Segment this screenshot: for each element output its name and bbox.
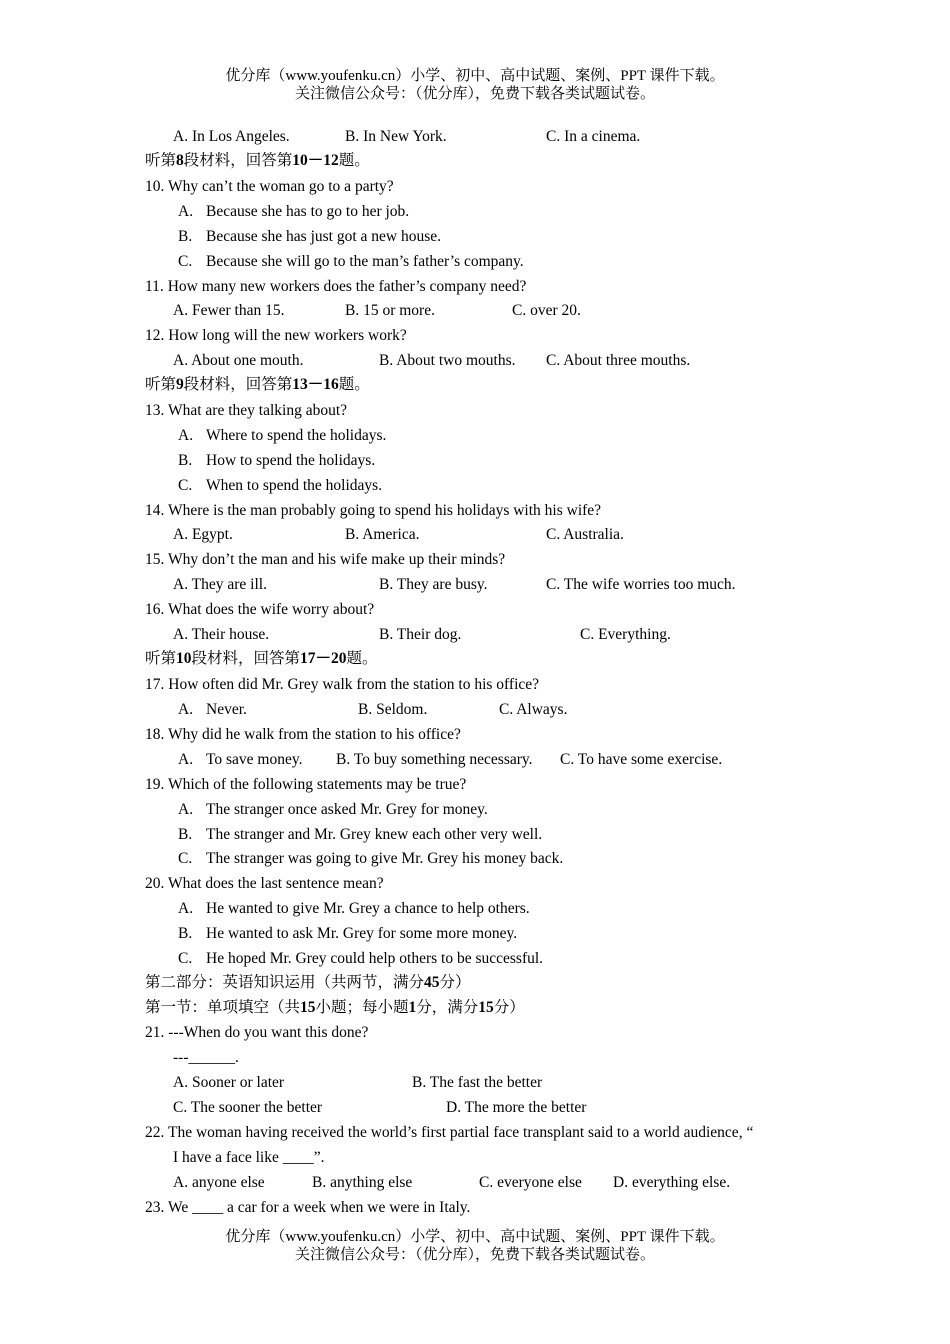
section-heading-8: 听第8段材料，回答第10－12题。	[145, 152, 370, 169]
question-13: 13. What are they talking about?	[145, 402, 348, 419]
header-line-1: 优分库（www.youfenku.cn）小学、初中、高中试题、案例、PPT 课件下载。	[225, 68, 725, 84]
q11-option-b: B. 15 or more.	[345, 302, 435, 319]
q21-option-b: B. The fast the better	[412, 1074, 543, 1091]
footer-line-1: 优分库（www.youfenku.cn）小学、初中、高中试题、案例、PPT 课件下载。	[225, 1229, 725, 1245]
question-20: 20. What does the last sentence mean?	[145, 875, 384, 892]
q12-option-b: B. About two mouths.	[379, 352, 516, 369]
q19-option-c: The stranger was going to give Mr. Grey his money back.	[206, 850, 564, 867]
q21-reply: ---______.	[173, 1049, 239, 1066]
question-16: 16. What does the wife worry about?	[145, 601, 375, 618]
q10-option-a-label: A.	[178, 203, 194, 220]
q17-option-a-label: A.	[178, 701, 194, 718]
question-21: 21. ---When do you want this done?	[145, 1024, 369, 1041]
q19-option-b: The stranger and Mr. Grey knew each other very well.	[206, 826, 543, 843]
q19-option-b-label: B.	[178, 826, 193, 843]
q20-option-a: He wanted to give Mr. Grey a chance to help others.	[206, 900, 530, 917]
q18-option-a-label: A.	[178, 751, 194, 768]
page-header	[0, 67, 950, 103]
q10-option-c: Because she will go to the man’s father’s company.	[206, 253, 524, 270]
q19-option-a-label: A.	[178, 801, 194, 818]
q19-option-c-label: C.	[178, 850, 193, 867]
header-line-2: 关注微信公众号：（优分库），免费下载各类试题试卷。	[294, 86, 655, 102]
q9-option-a: A. In Los Angeles.	[173, 128, 290, 145]
section-heading-9: 听第9段材料，回答第13－16题。	[145, 376, 370, 393]
q21-option-a: A. Sooner or later	[173, 1074, 285, 1091]
q15-option-c: C. The wife worries too much.	[546, 576, 736, 593]
q22-option-d: D. everything else.	[613, 1174, 731, 1191]
q10-option-a: Because she has to go to her job.	[206, 203, 410, 220]
q12-option-a: A. About one mouth.	[173, 352, 304, 369]
q16-option-c: C. Everything.	[580, 626, 671, 643]
question-10: 10. Why can’t the woman go to a party?	[145, 178, 394, 195]
q21-option-d: D. The more the better	[446, 1099, 587, 1116]
q16-option-b: B. Their dog.	[379, 626, 462, 643]
q13-option-a-label: A.	[178, 427, 194, 444]
q20-option-b: He wanted to ask Mr. Grey for some more money.	[206, 925, 518, 942]
q19-option-a: The stranger once asked Mr. Grey for money.	[206, 801, 488, 818]
q9-option-c: C. In a cinema.	[546, 128, 641, 145]
q20-option-c: He hoped Mr. Grey could help others to be successful.	[206, 950, 544, 967]
q14-option-c: C. Australia.	[546, 526, 624, 543]
question-14: 14. Where is the man probably going to spend his holidays with his wife?	[145, 502, 602, 519]
q13-option-c-label: C.	[178, 477, 193, 494]
question-12: 12. How long will the new workers work?	[145, 327, 407, 344]
q13-option-a: Where to spend the holidays.	[206, 427, 387, 444]
q11-option-a: A. Fewer than 15.	[173, 302, 285, 319]
q21-option-c: C. The sooner the better	[173, 1099, 323, 1116]
q10-option-c-label: C.	[178, 253, 193, 270]
page-footer	[0, 1228, 950, 1264]
q22-option-b: B. anything else	[312, 1174, 413, 1191]
q22-continuation: I have a face like ____”.	[173, 1149, 325, 1166]
q13-option-c: When to spend the holidays.	[206, 477, 383, 494]
q12-option-c: C. About three mouths.	[546, 352, 691, 369]
footer-line-2: 关注微信公众号：（优分库），免费下载各类试题试卷。	[294, 1247, 655, 1263]
q10-option-b: Because she has just got a new house.	[206, 228, 442, 245]
q18-option-b: B. To buy something necessary.	[336, 751, 533, 768]
q14-option-b: B. America.	[345, 526, 420, 543]
part-two-heading: 第二部分：英语知识运用（共两节，满分45分）	[145, 974, 471, 991]
q20-option-b-label: B.	[178, 925, 193, 942]
section-heading-10: 听第10段材料，回答第17－20题。	[145, 650, 378, 667]
section-one-heading: 第一节：单项填空（共15小题；每小题1分，满分15分）	[145, 999, 525, 1016]
question-18: 18. Why did he walk from the station to his office?	[145, 726, 461, 743]
question-23: 23. We ____ a car for a week when we were in Italy.	[145, 1199, 471, 1216]
q20-option-c-label: C.	[178, 950, 193, 967]
q22-option-c: C. everyone else	[479, 1174, 582, 1191]
q18-option-c: C. To have some exercise.	[560, 751, 723, 768]
q17-option-a: Never.	[206, 701, 247, 718]
q20-option-a-label: A.	[178, 900, 194, 917]
q17-option-b: B. Seldom.	[358, 701, 428, 718]
q16-option-a: A. Their house.	[173, 626, 270, 643]
q22-option-a: A. anyone else	[173, 1174, 265, 1191]
question-15: 15. Why don’t the man and his wife make up their minds?	[145, 551, 506, 568]
q13-option-b-label: B.	[178, 452, 193, 469]
question-17: 17. How often did Mr. Grey walk from the station to his office?	[145, 676, 540, 693]
q9-option-b: B. In New York.	[345, 128, 447, 145]
q18-option-a: To save money.	[206, 751, 303, 768]
question-22: 22. The woman having received the world’s first partial face transplant said to a world audience, “	[145, 1124, 754, 1141]
q11-option-c: C. over 20.	[512, 302, 581, 319]
q15-option-b: B. They are busy.	[379, 576, 488, 593]
question-19: 19. Which of the following statements may be true?	[145, 776, 467, 793]
q17-option-c: C. Always.	[499, 701, 568, 718]
q14-option-a: A. Egypt.	[173, 526, 233, 543]
q15-option-a: A. They are ill.	[173, 576, 267, 593]
question-11: 11. How many new workers does the father’s company need?	[145, 278, 527, 295]
q10-option-b-label: B.	[178, 228, 193, 245]
q13-option-b: How to spend the holidays.	[206, 452, 376, 469]
